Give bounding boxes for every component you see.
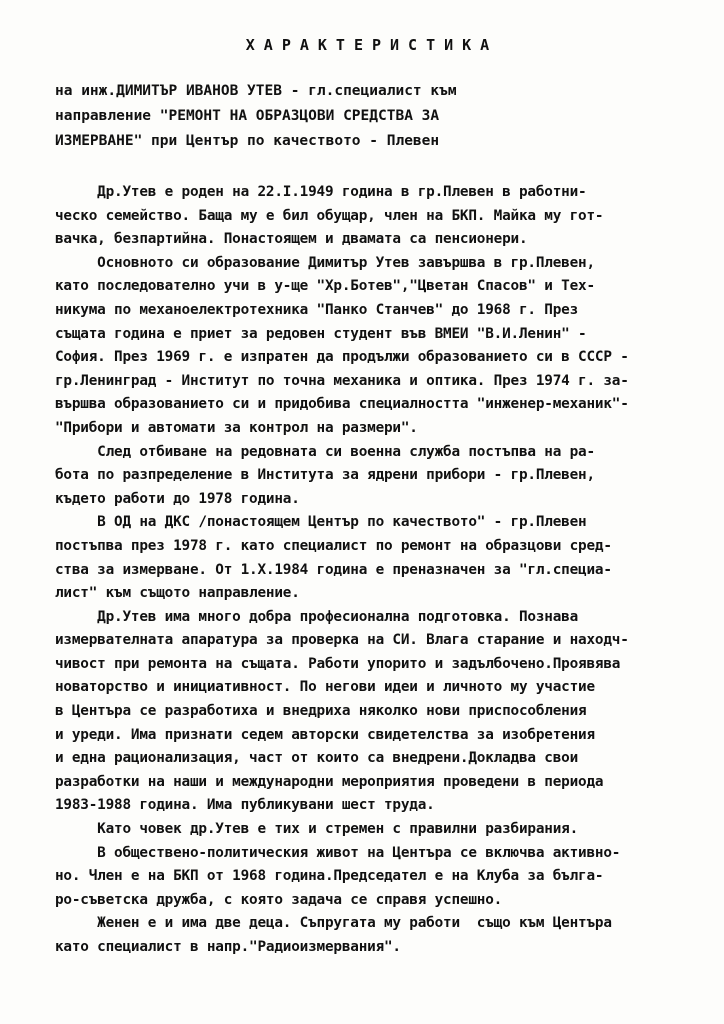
body-line: бота по разпределение в Института за ядрени прибори - гр.Плевен,: [55, 467, 595, 484]
body-line: Др.Утев има много добра професионална подготовка. Познава: [55, 608, 579, 625]
body-line: но. Член е на БКП от 1968 година.Председател е на Клуба за бълга-: [55, 868, 604, 885]
body-line: вършва образованието си и придобива специалността "инженер-механик"-: [55, 396, 629, 413]
document-title: ХАРАКТЕРИСТИКА: [245, 36, 499, 54]
body-line: и уреди. Има признати седем авторски свидетелства за изобретения: [55, 726, 595, 743]
document-body: [55, 181, 715, 960]
body-line: Като човек др.Утев е тих и стремен с правилни разбирания.: [55, 821, 579, 838]
body-line: Др.Утев е роден на 22.I.1949 година в гр.Плевен в работни-: [55, 184, 587, 200]
body-line: като последователно учи в у-ще "Хр.Ботев","Цветан Спасов" и Тех-: [55, 278, 595, 295]
body-line: "Прибори и автомати за контрол на размери".: [55, 419, 418, 436]
body-line: ства за измерване. От 1.X.1984 година е преназначен за "гл.специа-: [55, 561, 612, 578]
body-line: чивост при ремонта на същата. Работи упорито и задълбочено.Проявява: [55, 655, 621, 672]
body-line: вачка, безпартийна. Понастоящем и двамата са пенсионери.: [55, 231, 528, 248]
heading-line: направление "РЕМОНТ НА ОБРАЗЦОВИ СРЕДСТВА ЗА: [55, 108, 440, 124]
body-line: никума по механоелектротехника "Панко Станчев" до 1968 г. През: [55, 301, 579, 318]
body-line: разработки на наши и международни мероприятия проведени в периода: [55, 773, 604, 790]
body-line: След отбиване на редовната си военна служба постъпва на ра-: [55, 443, 595, 460]
body-line: постъпва през 1978 г. като специалист по ремонт на образцови сред-: [55, 537, 612, 554]
body-line: В обществено-политическия живот на Центъра се включва активно-: [55, 844, 621, 861]
body-line: В ОД на ДКС /понастоящем Център по качеството" - гр.Плевен: [55, 514, 587, 531]
body-line: ро-съветска дружба, с която задача се справя успешно.: [55, 891, 503, 908]
body-line: в Центъра се разработиха и внедриха няколко нови приспособления: [55, 703, 587, 720]
body-line: и една рационализация, част от които са внедрени.Докладва свои: [55, 750, 579, 767]
body-line: лист" към същото направление.: [55, 585, 300, 602]
body-line: Основното си образование Димитър Утев завършва в гр.Плевен,: [55, 254, 595, 271]
body-line: София. През 1969 г. е изпратен да продължи образованието си в СССР -: [55, 349, 629, 366]
body-line: ческо семейство. Баща му е бил обущар, член на БКП. Майка му гот-: [55, 207, 604, 224]
body-line: новаторство и инициативност. По негови идеи и личното му участие: [55, 679, 595, 696]
heading-line: на инж.ДИМИТЪР ИВАНОВ УТЕВ - гл.специалист към: [55, 83, 457, 99]
body-line: гр.Ленинград - Институт по точна механика и оптика. През 1974 г. за-: [55, 372, 629, 389]
body-line: като специалист в напр."Радиоизмервания".: [55, 939, 401, 955]
body-line: измервателната апаратура за проверка на СИ. Влага старание и находч-: [55, 632, 629, 649]
body-line: където работи до 1978 година.: [55, 490, 300, 507]
body-line: Женен е и има две деца. Съпругата му работи също към Центъра: [55, 915, 612, 932]
subject-heading: [55, 79, 695, 154]
body-line: същата година е приет за редовен студент във ВМЕИ "В.И.Ленин" -: [55, 325, 587, 342]
heading-line: ИЗМЕРВАНЕ" при Център по качеството - Плевен: [55, 133, 440, 149]
body-line: 1983-1988 година. Има публикувани шест труда.: [55, 797, 435, 814]
